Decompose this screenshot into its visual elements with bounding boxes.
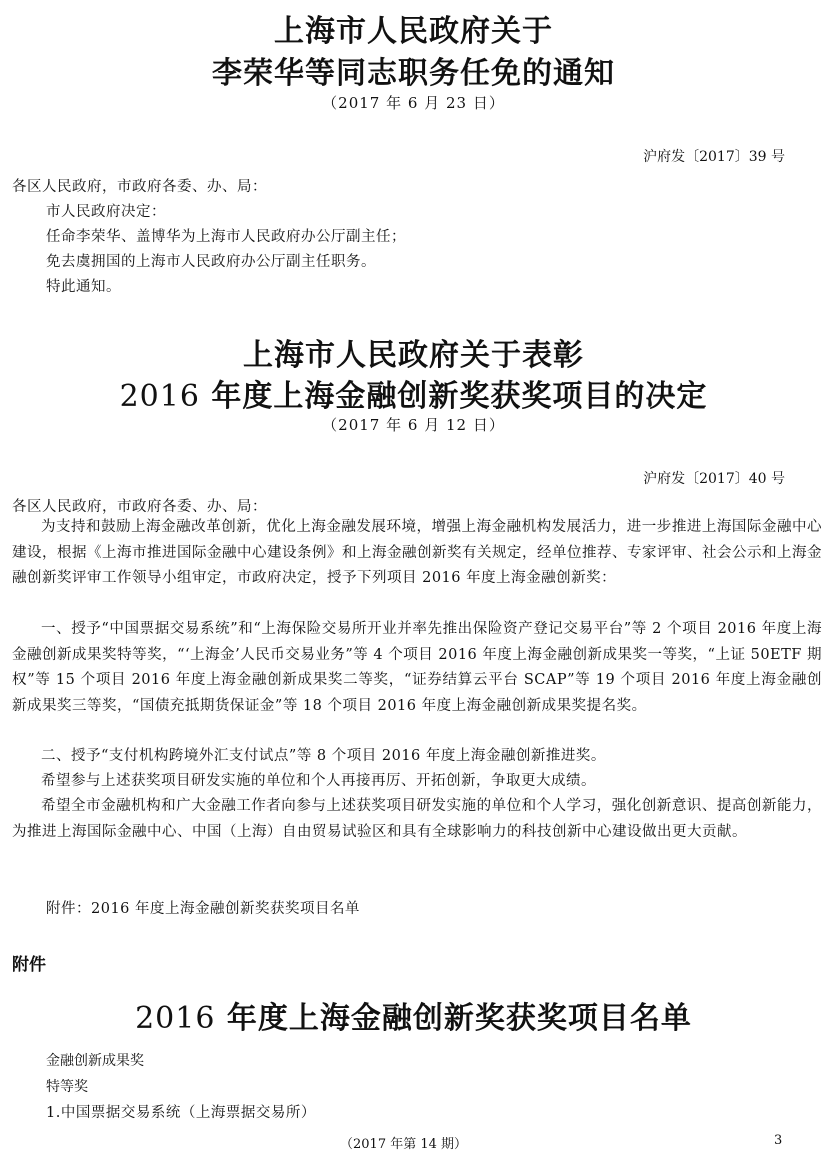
attachment-title-year: 2016 (135, 1001, 216, 1036)
footer-page-number: 3 (774, 1133, 783, 1148)
attachment-title-text: 年度上海金融创新奖获奖项目名单 (215, 1001, 692, 1036)
notice1-line-4: 特此通知。 (46, 279, 121, 295)
notice2-para-4: 希望参与上述获奖项目研发实施的单位和个人再接再厉、开拓创新，争取更大成绩。 (41, 773, 596, 789)
notice2-para-1: 为支持和鼓励上海金融改革创新，优化上海金融发展环境，增强上海金融机构发展活力，进一步推进上海国际金融中心建设，根据《上海市推进国际金融中心建设条例》和上海金融创新奖有关规定，经单位推荐、专家评审、社会公示和上海金融创新奖评审工作领导小组审定，市政府决定，授予下列项目 2016 年度上海金融创新奖： (12, 519, 822, 586)
attachment-level: 特等奖 (46, 1079, 88, 1095)
notice1-line-2: 任命李荣华、盖博华为上海市人民政府办公厅副主任； (46, 229, 406, 245)
notice1-date: （2017 年 6 月 23 日） (322, 94, 505, 112)
notice1-title-line1: 上海市人民政府关于 (274, 14, 553, 49)
notice2-title-line2 (0, 371, 827, 415)
notice2-addressee: 各区人民政府，市政府各委、办、局： (12, 499, 267, 515)
footer-issue: （2017 年第 14 期） (340, 1137, 468, 1152)
notice1-line-3: 免去虞拥国的上海市人民政府办公厅副主任职务。 (46, 254, 376, 270)
notice2-date: （2017 年 6 月 12 日） (322, 416, 505, 434)
notice1-title-line2: 李荣华等同志职务任免的通知 (212, 56, 615, 91)
notice2-attachment-note: 附件：2016 年度上海金融创新奖获奖项目名单 (46, 901, 361, 917)
notice1-doc-number: 沪府发〔2017〕39 号 (643, 149, 785, 165)
attachment-label: 附件 (12, 955, 46, 975)
notice2-title-year: 2016 (119, 379, 200, 414)
notice2-para-2: 一、授予“中国票据交易系统”和“上海保险交易所开业并率先推出保险资产登记交易平台”等 2 个项目 2016 年度上海金融创新成果奖特等奖，“‘上海金’人民币交易业务”等 4 个项目 2016 年度上海金融创新成果奖一等奖，“上证 50ETF 期权”等 15 个项目 2016 年度上海金融创新成果奖二等奖，“证券结算云平台 SCAP”等 19 个项目 2016 年度上海金融创新成果奖三等奖，“国债充抵期货保证金”等 18 个项目 2016 年度上海金融创新成果奖提名奖。 (12, 621, 822, 714)
notice2-para-5: 希望全市金融机构和广大金融工作者向参与上述获奖项目研发实施的单位和个人学习，强化创新意识、提高创新能力，为推进上海国际金融中心、中国（上海）自由贸易试验区和具有全球影响力的科技创新中心建设做出更大贡献。 (12, 798, 822, 840)
notice2-para-3: 二、授予“支付机构跨境外汇支付试点”等 8 个项目 2016 年度上海金融创新推进奖。 (41, 748, 606, 764)
attachment-item-1: 1.中国票据交易系统（上海票据交易所） (46, 1105, 316, 1121)
notice2-doc-number: 沪府发〔2017〕40 号 (643, 471, 785, 487)
notice2-title-line1: 上海市人民政府关于表彰 (243, 338, 584, 373)
notice1-addressee: 各区人民政府，市政府各委、办、局： (12, 179, 267, 195)
attachment-category: 金融创新成果奖 (46, 1053, 144, 1069)
notice2-title-text: 年度上海金融创新奖获奖项目的决定 (199, 379, 708, 414)
notice1-line-1: 市人民政府决定： (46, 204, 166, 220)
attachment-title (0, 993, 827, 1037)
